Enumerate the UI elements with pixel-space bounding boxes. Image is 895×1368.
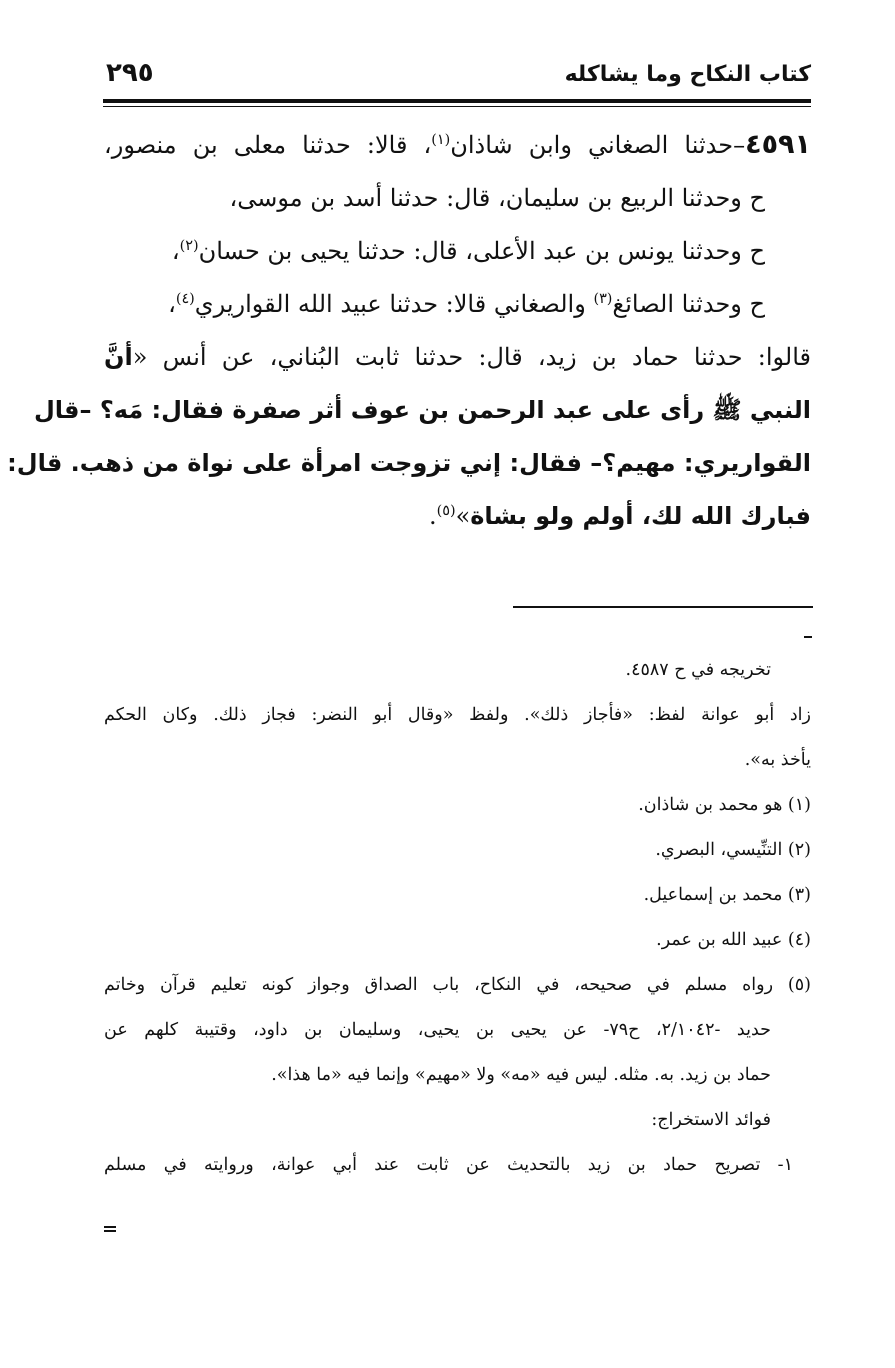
header-rule-thick — [103, 99, 811, 103]
footnote-line: (٥) رواه مسلم في صحيحه، في النكاح، باب الصداق وجواز كونه تعليم قرآن وخاتم — [104, 975, 811, 995]
text-line: قالوا: حدثنا حماد بن زيد، قال: حدثنا ثابت البُناني، عن أنس «أنَّ — [104, 343, 811, 371]
text-line: ح وحدثنا الربيع بن سليمان، قال: حدثنا أسد بن موسى، — [229, 184, 765, 212]
footnote-ref: (٣) — [593, 291, 613, 307]
hadith-number: ٤٥٩١ — [745, 129, 812, 160]
chapter-title: كتاب النكاح وما يشاكله — [564, 62, 811, 87]
footnote-ref: (١) — [431, 132, 451, 148]
footnote-line: (٣) محمد بن إسماعيل. — [643, 885, 811, 905]
matn-text: فبارك الله لك، أولم ولو بشاة — [470, 502, 811, 530]
footnote-line: حديد -٢/١٠٤٢، ح٧٩- عن يحيى بن يحيى، وسليمان بن داود، وقتيبة كلهم عن — [104, 1020, 771, 1040]
matn-text: القواريري: مهيم؟– فقال: إني تزوجت امرأة على نواة من ذهب. قال: — [7, 449, 811, 477]
footnote-line: ١- تصريح حماد بن زيد بالتحديث عن ثابت عند أبي عوانة، وروايته في مسلم — [104, 1155, 793, 1175]
footnote-line: يأخذ به». — [744, 750, 811, 770]
text-line: فبارك الله لك، أولم ولو بشاة»$^{(٥)}$. — [428, 502, 811, 530]
footnote-ref: (٢) — [179, 238, 199, 254]
footnote-ref: (٥) — [436, 503, 456, 519]
footnote-line: (٢) التنِّيسي، البصري. — [655, 840, 811, 860]
text-line: ح وحدثنا يونس بن عبد الأعلى، قال: حدثنا يحيى بن حسان$^{(٢)}$، — [171, 237, 765, 265]
header-rule-thin — [103, 106, 811, 107]
hadith-text — [7, 118, 812, 543]
page-mark — [104, 1226, 116, 1232]
footnote-line: تخريجه في ح ٤٥٨٧. — [625, 660, 771, 680]
footnotes — [104, 648, 811, 1188]
text-line: ٤٥٩١–حدثنا الصغاني وابن شاذان$^{(١)}$، قالا: حدثنا معلى بن منصور، — [104, 129, 812, 160]
footnote-line: زاد أبو عوانة لفظ: «فأجاز ذلك». ولفظ «وقال أبو النضر: فجاز ذلك. وكان الحكم — [104, 705, 811, 725]
footnote-separator — [513, 606, 813, 608]
running-header — [106, 58, 811, 96]
footnote-line: فوائد الاستخراج: — [651, 1110, 771, 1130]
footnote-ref: (٤) — [175, 291, 195, 307]
footnote-line: (٤) عبيد الله بن عمر. — [656, 930, 811, 950]
text-line: ح وحدثنا الصائغ$^{(٣)}$ والصغاني قالا: حدثنا عبيد الله القواريري$^{(٤)}$، — [168, 290, 765, 318]
text-line — [33, 384, 811, 437]
matn-text: النبي ﷺ رأى على عبد الرحمن بن عوف أثر صفرة فقال: مَه؟ –قال — [33, 396, 811, 424]
matn-start: أنَّ — [104, 343, 133, 371]
page-number: ٢٩٥ — [106, 58, 154, 88]
footnote-line: (١) هو محمد بن شاذان. — [638, 795, 811, 815]
footnote-line: حماد بن زيد. به. مثله. ليس فيه «مه» ولا «مهيم» وإنما فيه «ما هذا». — [271, 1065, 771, 1085]
page-mark — [804, 636, 812, 638]
text-line — [7, 437, 811, 490]
